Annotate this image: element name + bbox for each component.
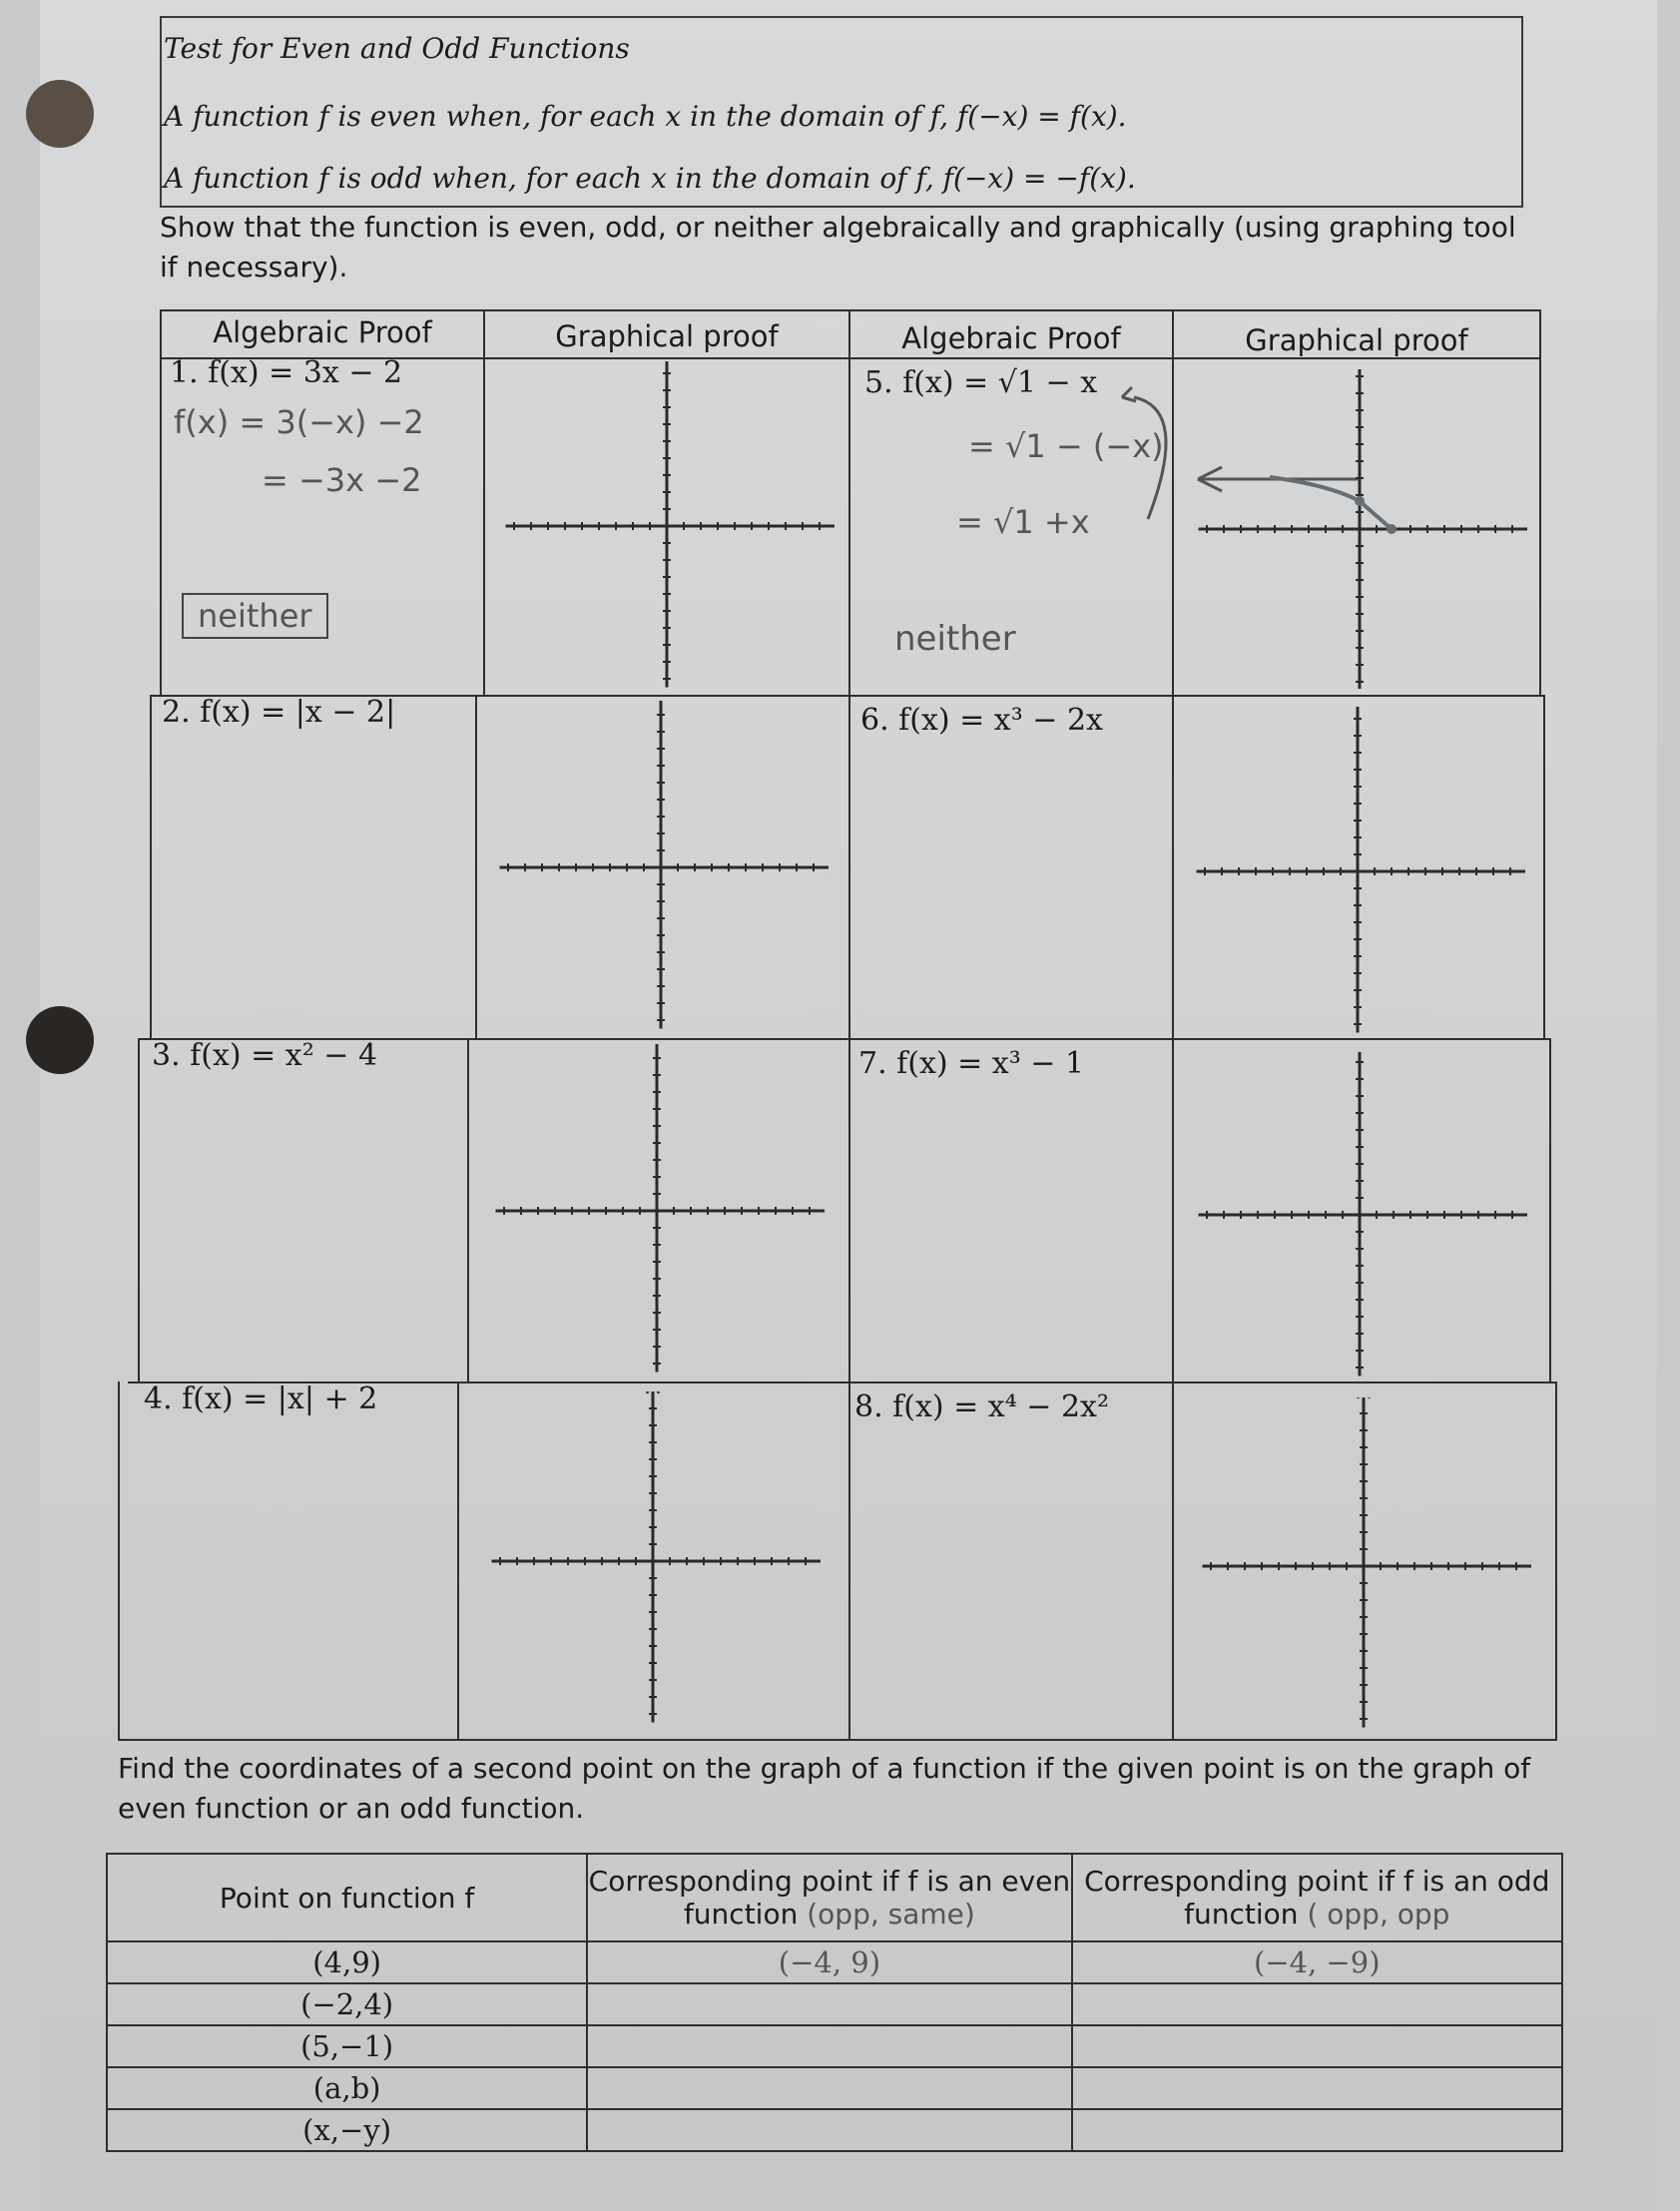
col-header-graphical: Graphical proof (555, 319, 779, 353)
point-cell: (x,−y) (107, 2109, 587, 2151)
problem-1-label: 1. f(x) = 3x − 2 (170, 355, 403, 390)
points-header-even: Corresponding point if f is an even function (opp, same) (587, 1854, 1071, 1941)
points-header-point: Point on function f (107, 1854, 587, 1941)
grid-col-line (467, 1038, 469, 1382)
handwritten-note: ( opp, opp (1307, 1898, 1450, 1931)
grid-col-line (1549, 1038, 1551, 1382)
grid-col-line (150, 695, 152, 1038)
odd-answer-cell[interactable] (1072, 2067, 1562, 2109)
coordinate-axes-with-sketch (1192, 369, 1527, 689)
grid-col-line (483, 309, 485, 695)
problem-7-label: 7. f(x) = x³ − 1 (858, 1046, 1085, 1081)
col-header-graphical: Graphical proof (1245, 323, 1468, 357)
handwritten-work: = √1 − (−x) (968, 427, 1164, 465)
point-cell: (a,b) (107, 2067, 587, 2109)
even-answer-cell[interactable] (587, 2067, 1071, 2109)
grid-col-line (138, 1038, 140, 1382)
odd-answer-cell[interactable] (1072, 1983, 1562, 2025)
punch-hole (26, 1006, 94, 1074)
coordinate-axes (489, 1044, 825, 1378)
problem-3-label: 3. f(x) = x² − 4 (152, 1038, 378, 1073)
problem-8-label: 8. f(x) = x⁴ − 2x² (854, 1389, 1109, 1424)
sketched-point (1387, 524, 1397, 534)
even-answer-cell[interactable] (587, 2109, 1071, 2151)
worksheet-title: Test for Even and Odd Functions (164, 32, 630, 65)
coordinate-axes (1192, 1052, 1527, 1378)
definition-box (160, 16, 1523, 208)
col-header-algebraic: Algebraic Proof (213, 315, 432, 349)
point-cell: (−2,4) (107, 1983, 587, 2025)
table-row (107, 1941, 1562, 1983)
coordinate-axes (493, 701, 829, 1034)
even-answer-cell[interactable] (587, 1983, 1071, 2025)
even-answer-cell[interactable] (587, 2025, 1071, 2067)
point-cell: (4,9) (107, 1941, 587, 1983)
handwritten-answer: neither (182, 593, 328, 639)
table-row (107, 2109, 1562, 2151)
even-definition: A function f is even when, for each x in the domain of f, f(−x) = f(x). (164, 100, 1127, 133)
instructions: Show that the function is even, odd, or neither algebraically and graphically (using graphing tool if necessary). (160, 211, 1516, 283)
problem-6-label: 6. f(x) = x³ − 2x (860, 703, 1103, 738)
grid-col-line (1555, 1382, 1557, 1739)
coordinate-axes (1190, 707, 1525, 1036)
handwritten-note: (opp, same) (807, 1898, 975, 1931)
problem-5-label: 5. f(x) = √1 − x (864, 365, 1098, 400)
grid-col-line (457, 1382, 459, 1739)
table-row (107, 2025, 1562, 2067)
table-row (107, 1983, 1562, 2025)
sketched-curve (1270, 477, 1392, 529)
points-header-odd: Corresponding point if f is an odd function ( opp, opp (1072, 1854, 1562, 1941)
points-table (106, 1853, 1563, 2152)
grid-border-bottom (118, 1739, 1557, 1741)
coordinate-axes (1196, 1397, 1531, 1735)
odd-answer-cell[interactable] (1072, 2025, 1562, 2067)
grid-col-line (160, 309, 162, 695)
grid-col-line (1539, 309, 1541, 695)
odd-answer-cell[interactable] (1072, 2109, 1562, 2151)
col-header-algebraic: Algebraic Proof (901, 321, 1121, 355)
handwritten-work: = √1 +x (956, 503, 1090, 541)
coordinate-axes (485, 1391, 821, 1731)
problem-2-label: 2. f(x) = |x − 2| (162, 695, 396, 730)
odd-definition: A function f is odd when, for each x in the domain of f, f(−x) = −f(x). (164, 162, 1136, 195)
table-row (107, 2067, 1562, 2109)
punch-hole (26, 80, 94, 148)
grid-col-line (1543, 695, 1545, 1038)
grid-col-line (475, 695, 477, 1038)
grid-col-line (848, 309, 850, 1739)
find-instructions: Find the coordinates of a second point on the graph of a function if the given point is on the graph of even function or an odd function. (118, 1752, 1531, 1825)
sketched-point (1355, 496, 1365, 506)
handwritten-work: = −3x −2 (262, 461, 422, 499)
problem-4-label: 4. f(x) = |x| + 2 (144, 1382, 378, 1416)
even-answer-cell[interactable]: (−4, 9) (587, 1941, 1071, 1983)
coordinate-axes (499, 361, 835, 691)
odd-answer-cell[interactable]: (−4, −9) (1072, 1941, 1562, 1983)
grid-col-line (118, 1382, 120, 1739)
handwritten-work: f(x) = 3(−x) −2 (174, 403, 424, 441)
point-cell: (5,−1) (107, 2025, 587, 2067)
handwritten-answer: neither (894, 619, 1016, 659)
